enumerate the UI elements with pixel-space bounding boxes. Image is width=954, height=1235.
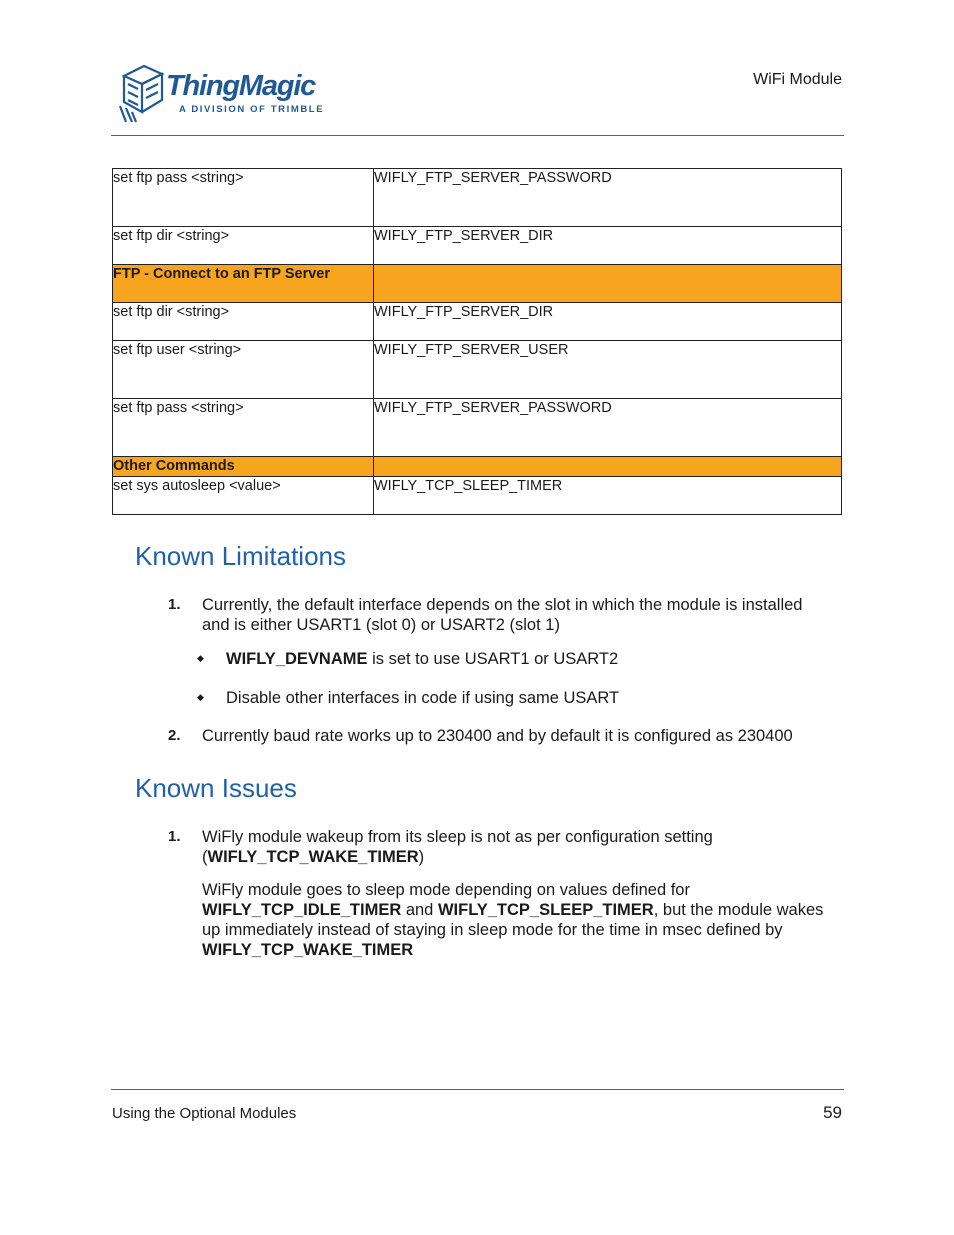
table-row bbox=[113, 341, 842, 399]
list-item-text: Currently, the default interface depends on the slot in which the module is installed bbox=[202, 596, 803, 614]
issue-paragraph bbox=[202, 880, 823, 960]
table-cell: WIFLY_FTP_SERVER_DIR bbox=[374, 303, 842, 341]
logo-subtitle: A DIVISION OF TRIMBLE bbox=[179, 104, 325, 115]
paragraph-line bbox=[202, 940, 823, 960]
logo-wordmark: ThingMagic bbox=[166, 70, 316, 102]
list-number: 1. bbox=[168, 596, 181, 613]
logo-cube-icon bbox=[116, 62, 166, 124]
diamond-bullet-icon: ◆ bbox=[197, 692, 204, 702]
table-row bbox=[113, 227, 842, 265]
bold-term: WIFLY_TCP_IDLE_TIMER bbox=[202, 901, 402, 919]
paragraph-line: WiFly module goes to sleep mode depending on values defined for bbox=[202, 881, 690, 899]
paragraph-text: and bbox=[401, 901, 438, 919]
bullet-text: is set to use USART1 or USART2 bbox=[367, 650, 619, 668]
bullet-item: Disable other interfaces in code if using same USART bbox=[226, 689, 620, 707]
section-title: WiFi Module bbox=[753, 71, 842, 88]
table-cell: WIFLY_FTP_SERVER_USER bbox=[374, 341, 842, 399]
table-section-row bbox=[113, 265, 842, 303]
footer-chapter: Using the Optional Modules bbox=[112, 1105, 297, 1122]
table-cell: WIFLY_TCP_SLEEP_TIMER bbox=[374, 477, 842, 515]
footer-rule bbox=[111, 1089, 844, 1090]
list-item bbox=[202, 827, 713, 867]
known-issues-heading: Known Issues bbox=[135, 773, 297, 803]
table-cell bbox=[374, 457, 842, 477]
table-cell: set ftp pass <string> bbox=[113, 169, 374, 227]
table-cell bbox=[374, 265, 842, 303]
table-cell: set ftp user <string> bbox=[113, 341, 374, 399]
thingmagic-logo bbox=[116, 62, 326, 126]
table-cell: WIFLY_FTP_SERVER_PASSWORD bbox=[374, 169, 842, 227]
bold-term: WIFLY_TCP_WAKE_TIMER bbox=[202, 941, 414, 959]
header-rule bbox=[111, 135, 844, 136]
table-cell: set ftp pass <string> bbox=[113, 399, 374, 457]
table-cell: Other Commands bbox=[113, 457, 374, 477]
list-item: Currently baud rate works up to 230400 and by default it is configured as 230400 bbox=[202, 727, 793, 745]
table-section-row bbox=[113, 457, 842, 477]
table-cell: set sys autosleep <value> bbox=[113, 477, 374, 515]
table-cell: WIFLY_FTP_SERVER_PASSWORD bbox=[374, 399, 842, 457]
list-item-text: WiFly module wakeup from its sleep is not as per configuration setting bbox=[202, 828, 713, 846]
table-cell: FTP - Connect to an FTP Server bbox=[113, 265, 374, 303]
bold-term: WIFLY_TCP_SLEEP_TIMER bbox=[437, 901, 654, 919]
list-number: 2. bbox=[168, 727, 181, 744]
paragraph-line: up immediately instead of staying in sleep mode for the time in msec defined by bbox=[202, 921, 783, 939]
bullet-item bbox=[226, 649, 618, 669]
paragraph-line bbox=[202, 900, 823, 920]
table-cell: set ftp dir <string> bbox=[113, 303, 374, 341]
table-row bbox=[113, 399, 842, 457]
page-number: 59 bbox=[823, 1103, 842, 1122]
table-cell: WIFLY_FTP_SERVER_DIR bbox=[374, 227, 842, 265]
list-item bbox=[202, 595, 802, 635]
command-table bbox=[112, 168, 842, 515]
table-cell: set ftp dir <string> bbox=[113, 227, 374, 265]
paren: ( bbox=[202, 848, 208, 866]
list-item-text: and is either USART1 (slot 0) or USART2 (slot 1) bbox=[202, 616, 560, 634]
table-row bbox=[113, 169, 842, 227]
list-number: 1. bbox=[168, 828, 181, 845]
paren: ) bbox=[418, 848, 425, 866]
bold-term: WIFLY_DEVNAME bbox=[226, 650, 368, 668]
paragraph-text: , but the module wakes bbox=[653, 901, 824, 919]
list-item-text bbox=[202, 847, 713, 867]
table-row bbox=[113, 477, 842, 515]
diamond-bullet-icon: ◆ bbox=[197, 653, 204, 663]
bold-term: WIFLY_TCP_WAKE_TIMER bbox=[207, 848, 419, 866]
table-row bbox=[113, 303, 842, 341]
known-limitations-heading: Known Limitations bbox=[135, 541, 346, 571]
